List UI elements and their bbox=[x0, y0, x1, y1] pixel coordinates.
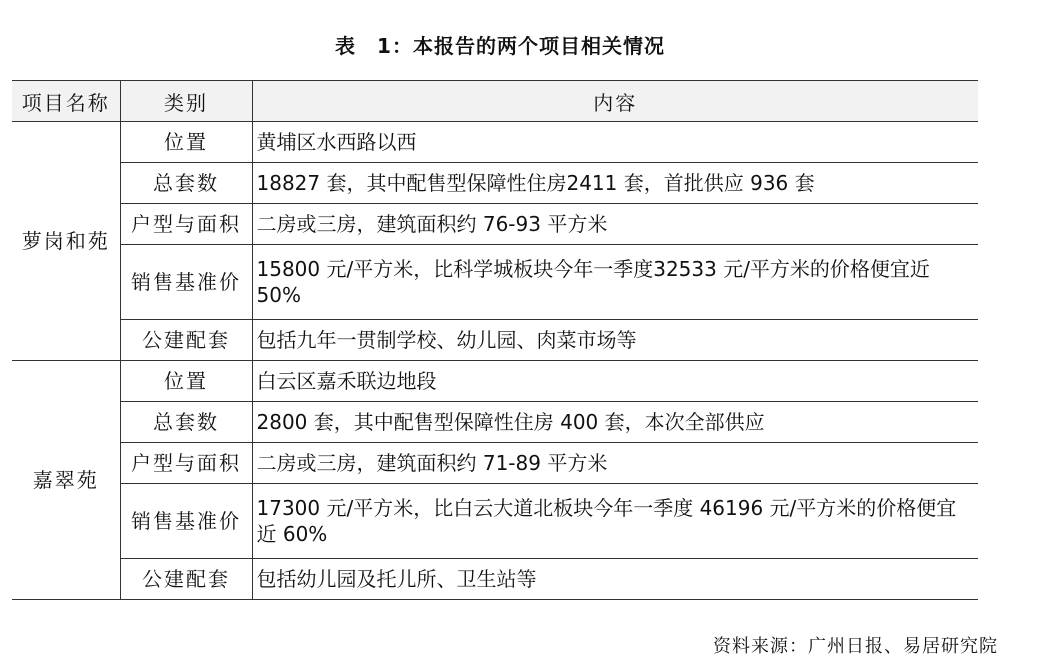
content-cell: 15800 元/平方米，比科学城板块今年一季度32533 元/平方米的价格便宜近 50% bbox=[252, 245, 978, 320]
content-cell: 17300 元/平方米，比白云大道北板块今年一季度 46196 元/平方米的价格便宜近 60% bbox=[252, 484, 978, 559]
table-header-row bbox=[12, 81, 978, 122]
content-cell: 黄埔区水西路以西 bbox=[252, 122, 978, 163]
content-cell: 包括幼儿园及托儿所、卫生站等 bbox=[252, 559, 978, 600]
table-title: 表 1：本报告的两个项目相关情况 bbox=[335, 34, 665, 58]
category-cell: 销售基准价 bbox=[120, 484, 252, 559]
project-info-table bbox=[12, 80, 978, 600]
table-row bbox=[12, 484, 978, 559]
category-cell: 总套数 bbox=[120, 163, 252, 204]
table-row bbox=[12, 122, 978, 163]
category-cell: 位置 bbox=[120, 122, 252, 163]
category-cell: 公建配套 bbox=[120, 559, 252, 600]
project-name-cell: 萝岗和苑 bbox=[12, 122, 120, 361]
category-cell: 位置 bbox=[120, 361, 252, 402]
content-cell: 包括九年一贯制学校、幼儿园、肉菜市场等 bbox=[252, 320, 978, 361]
table-row bbox=[12, 245, 978, 320]
category-cell: 销售基准价 bbox=[120, 245, 252, 320]
header-project-name: 项目名称 bbox=[12, 81, 120, 122]
category-cell: 户型与面积 bbox=[120, 204, 252, 245]
table-row bbox=[12, 402, 978, 443]
table-row bbox=[12, 559, 978, 600]
header-content: 内容 bbox=[252, 81, 978, 122]
category-cell: 总套数 bbox=[120, 402, 252, 443]
content-cell: 18827 套，其中配售型保障性住房2411 套，首批供应 936 套 bbox=[252, 163, 978, 204]
header-category: 类别 bbox=[120, 81, 252, 122]
table-row bbox=[12, 320, 978, 361]
table-row bbox=[12, 443, 978, 484]
content-cell: 二房或三房，建筑面积约 71-89 平方米 bbox=[252, 443, 978, 484]
table-row bbox=[12, 163, 978, 204]
table-row bbox=[12, 204, 978, 245]
content-cell: 2800 套，其中配售型保障性住房 400 套，本次全部供应 bbox=[252, 402, 978, 443]
table-row bbox=[12, 361, 978, 402]
source-note: 资料来源：广州日报、易居研究院 bbox=[713, 636, 998, 657]
project-name-cell: 嘉翠苑 bbox=[12, 361, 120, 600]
content-cell: 二房或三房，建筑面积约 76-93 平方米 bbox=[252, 204, 978, 245]
category-cell: 公建配套 bbox=[120, 320, 252, 361]
content-cell: 白云区嘉禾联边地段 bbox=[252, 361, 978, 402]
category-cell: 户型与面积 bbox=[120, 443, 252, 484]
